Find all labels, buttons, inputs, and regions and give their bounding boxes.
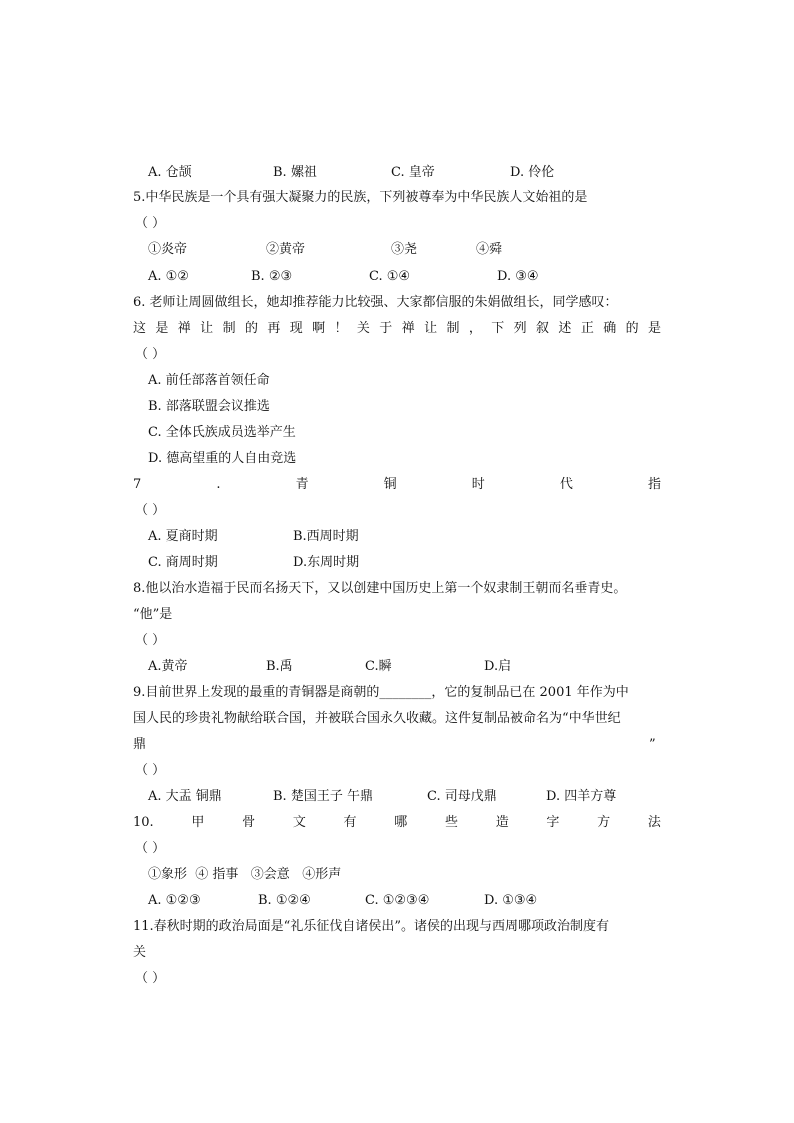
q6-stem-char: 下 — [491, 321, 505, 336]
q4-option-a[interactable]: A. 仓颉 — [148, 165, 192, 180]
q8-option-a[interactable]: A.黄帝 — [148, 659, 188, 674]
q7-option-a[interactable]: A. 夏商时期 — [148, 529, 218, 544]
q9-stem-line1: 9.目前世界上发现的最重的青铜器是商朝的________，它的复制品已在 2001 年作为中 — [133, 685, 629, 700]
q6-stem-char: 现 — [289, 321, 303, 336]
q10-option-c[interactable]: C. ①②③④ — [365, 893, 430, 908]
q8-option-c[interactable]: C.瞬 — [365, 659, 392, 674]
q6-stem-line2 — [133, 321, 661, 337]
q4-option-b[interactable]: B. 嫘祖 — [273, 165, 317, 180]
q6-stem-char: 制 — [446, 321, 460, 336]
q6-stem-char: 是 — [647, 321, 661, 336]
q10-stem-part: 法 — [647, 815, 661, 830]
q7-stem — [133, 477, 661, 493]
q9-option-b[interactable]: B. 楚国王子 午鼎 — [273, 789, 373, 804]
q6-stem-char: 制 — [222, 321, 236, 336]
q9-option-d[interactable]: D. 四羊方尊 — [546, 789, 617, 804]
q6-stem-char: 述 — [558, 321, 572, 336]
q6-stem-char: 禅 — [401, 321, 415, 336]
q11-answer-paren: （ ） — [135, 971, 166, 986]
q7-option-c[interactable]: C. 商周时期 — [148, 555, 218, 570]
q8-stem-line2: “他”是 — [133, 607, 173, 622]
q7-stem-part: 铜 — [383, 477, 397, 492]
q10-option-a[interactable]: A. ①②③ — [148, 893, 201, 908]
q8-option-b[interactable]: B.禹 — [266, 659, 293, 674]
q11-stem-line1: 11.春秋时期的政治局面是“礼乐征伐自诸侯出”。诸侯的出现与西周哪项政治制度有 — [133, 919, 609, 934]
q10-stem — [133, 815, 661, 831]
q7-stem-part: 青 — [295, 477, 309, 492]
q7-stem-part: 指 — [647, 477, 661, 492]
q6-stem-char: 关 — [356, 321, 370, 336]
q4-option-c[interactable]: C. 皇帝 — [391, 165, 435, 180]
q8-stem-line1: 8.他以治水造福于民而名扬天下，又以创建中国历史上第一个奴隶制王朝而名垂青史。 — [133, 581, 627, 596]
q8-answer-paren: （ ） — [135, 633, 166, 648]
q6-stem-char: 这 — [133, 321, 147, 336]
q6-stem-char: 啊 — [312, 321, 326, 336]
q6-stem-char: 是 — [155, 321, 169, 336]
q10-stem-part: 文 — [292, 815, 306, 830]
q9-stem-line3: 鼎 — [133, 737, 147, 752]
q6-option-d[interactable]: D. 德高望重的人自由竞选 — [148, 451, 297, 466]
q5-item-4: ④舜 — [476, 242, 503, 257]
q7-stem-part: . — [216, 477, 221, 492]
q6-option-a[interactable]: A. 前任部落首领任命 — [148, 373, 270, 388]
q11-stem-line2: 关 — [133, 945, 147, 960]
q6-stem-char: 正 — [580, 321, 594, 336]
q6-stem-char: 于 — [379, 321, 393, 336]
q5-answer-paren: （ ） — [135, 216, 166, 231]
q5-option-b[interactable]: B. ②③ — [251, 269, 293, 284]
q10-stem-part: 方 — [597, 815, 611, 830]
q10-answer-paren: （ ） — [135, 841, 166, 856]
q5-option-c[interactable]: C. ①④ — [369, 269, 411, 284]
q7-stem-part: 时 — [471, 477, 485, 492]
q8-option-d[interactable]: D.启 — [484, 659, 512, 674]
q9-answer-paren: （ ） — [135, 763, 166, 778]
q6-stem-char: 禅 — [177, 321, 191, 336]
q10-option-d[interactable]: D. ①③④ — [484, 893, 538, 908]
q6-stem-line1: 6. 老师让周圆做组长，她却推荐能力比较强、大家都信服的朱娟做组长，同学感叹： — [133, 295, 618, 310]
q5-option-d[interactable]: D. ③④ — [497, 269, 539, 284]
q7-option-d[interactable]: D.东周时期 — [293, 555, 360, 570]
q7-option-b[interactable]: B.西周时期 — [293, 529, 359, 544]
q6-stem-char: 列 — [513, 321, 527, 336]
q10-stem-part: 10. — [133, 815, 154, 830]
q10-stem-part: 些 — [444, 815, 458, 830]
q10-stem-part: 骨 — [242, 815, 256, 830]
q9-stem-line3-quote: ” — [649, 737, 656, 752]
q6-answer-paren: （ ） — [135, 347, 166, 362]
q10-stem-part: 造 — [495, 815, 509, 830]
q6-stem-char: 叙 — [536, 321, 550, 336]
q6-stem-char: 让 — [200, 321, 214, 336]
q4-option-d[interactable]: D. 伶伦 — [510, 165, 555, 180]
q9-option-c[interactable]: C. 司母戊鼎 — [427, 789, 497, 804]
q5-item-2: ②黄帝 — [266, 242, 306, 257]
q10-items: ①象形 ④ 指事 ③会意 ④形声 — [148, 867, 342, 882]
q6-option-c[interactable]: C. 全体氏族成员选举产生 — [148, 425, 296, 440]
q10-stem-part: 字 — [546, 815, 560, 830]
q10-option-b[interactable]: B. ①②④ — [258, 893, 311, 908]
q5-option-a[interactable]: A. ①② — [148, 269, 189, 284]
q6-stem-char: 的 — [244, 321, 258, 336]
q6-stem-char: ， — [468, 321, 482, 336]
q6-option-b[interactable]: B. 部落联盟会议推选 — [148, 399, 270, 414]
q6-stem-char: 再 — [267, 321, 281, 336]
q7-stem-part: 代 — [559, 477, 573, 492]
q10-stem-part: 甲 — [191, 815, 205, 830]
q7-answer-paren: （ ） — [135, 503, 166, 518]
q5-item-3: ③尧 — [391, 242, 418, 257]
q6-stem-char: ！ — [334, 321, 348, 336]
q9-option-a[interactable]: A. 大盂 铜鼎 — [148, 789, 222, 804]
q5-item-1: ①炎帝 — [148, 242, 188, 257]
q5-stem: 5.中华民族是一个具有强大凝聚力的民族，下列被尊奉为中华民族人文始祖的是 — [133, 190, 588, 205]
q6-stem-char: 让 — [424, 321, 438, 336]
q10-stem-part: 有 — [343, 815, 357, 830]
q7-stem-part: 7 — [133, 477, 142, 492]
q10-stem-part: 哪 — [394, 815, 408, 830]
q9-stem-line2: 国人民的珍贵礼物献给联合国，并被联合国永久收藏。这件复制品被命名为“中华世纪 — [133, 711, 621, 726]
q6-stem-char: 的 — [625, 321, 639, 336]
q6-stem-char: 确 — [603, 321, 617, 336]
